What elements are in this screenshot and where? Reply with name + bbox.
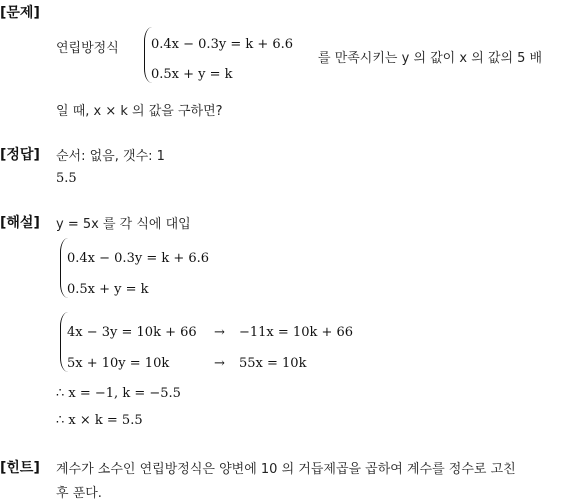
answer-label: [정답] bbox=[0, 147, 40, 163]
answer-meta: 순서: 없음, 갯수: 1 bbox=[56, 149, 165, 164]
problem-question: 일 때, x × k 의 값을 구하면? bbox=[56, 104, 223, 119]
solution-system1-equation-1: 0.4x − 0.3y = k + 6.6 bbox=[67, 251, 210, 266]
solution-label: [해설] bbox=[0, 215, 40, 231]
solution-system2-result-1: −11x = 10k + 66 bbox=[239, 325, 354, 340]
answer-value: 5.5 bbox=[56, 171, 77, 186]
hint-line-2: 후 푼다. bbox=[56, 486, 102, 501]
solution-therefore-product: ∴ x × k = 5.5 bbox=[56, 413, 143, 428]
solution-therefore-values: ∴ x = −1, k = −5.5 bbox=[56, 386, 181, 401]
problem-equation-1: 0.4x − 0.3y = k + 6.6 bbox=[151, 37, 294, 52]
solution-system2-equation-1: 4x − 3y = 10k + 66 bbox=[67, 325, 197, 340]
problem-label: [문제] bbox=[0, 5, 40, 21]
solution-substitution: y = 5x 를 각 식에 대입 bbox=[56, 217, 191, 232]
hint-line-1: 계수가 소수인 연립방정식은 양변에 10 의 거듭제곱을 곱하여 계수를 정수로 고친 bbox=[56, 462, 516, 477]
problem-condition: 를 만족시키는 y 의 값이 x 의 값의 5 배 bbox=[318, 51, 543, 66]
solution-system2-equation-2: 5x + 10y = 10k bbox=[67, 356, 170, 371]
hint-label: [힌트] bbox=[0, 460, 40, 476]
solution-system2-result-2: 55x = 10k bbox=[239, 356, 307, 371]
right-arrow-icon: → bbox=[214, 325, 225, 340]
problem-intro: 연립방정식 bbox=[56, 41, 119, 56]
solution-system1-equation-2: 0.5x + y = k bbox=[67, 282, 149, 297]
problem-equation-2: 0.5x + y = k bbox=[151, 67, 233, 82]
right-arrow-icon: → bbox=[214, 356, 225, 371]
